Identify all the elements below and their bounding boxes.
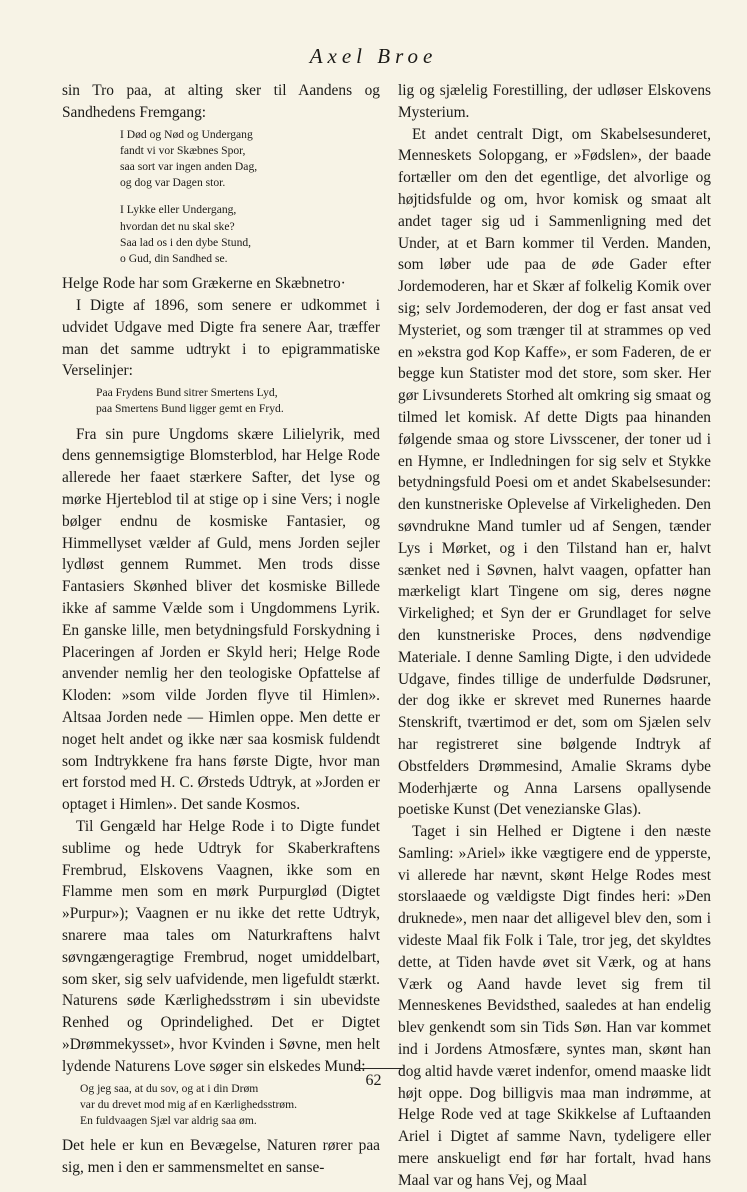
verse-line: fandt vi vor Skæbnes Spor, (120, 143, 246, 157)
verse-line: og dog var Dagen stor. (120, 176, 226, 190)
paragraph: Til Gengæld har Helge Rode i to Digte fundet sublime og hede Udtryk for Skaberkraftens Frembrud, Elskovens Vaagnen, ikke som en Flamme men som en mørk Purpurglød (Digtet »Purpur»); Vaagnen er nu ikke det rette Udtryk, snarere maa tales om Naturkraftens halvt søvngængeragtige Frembrud, noget umiddelbart, som sker, sig selv uafvidende, men ligefuldt stærkt. Naturens søde Kærlighedsstrøm i sin ubevidste Renhed og Oprindelighed. Det er Digtet »Drømmekysset», hvor Kvinden i Søvne, men helt lydende Naturens Love søger sin elskedes Mund: (62, 817, 380, 1075)
verse-line: Paa Frydens Bund sitrer Smertens Lyd, (96, 386, 278, 400)
right-column (398, 80, 711, 1192)
verse-line: var du drevet mod mig af en Kærlighedsstrøm. (80, 1097, 298, 1111)
paragraph: Taget i sin Helhed er Digtene i den næste Samling: »Ariel» ikke vægtigere end de ypperste, vi allerede har nævnt, skønt Helge Rodes mest storslaaede og vældigste Digt findes heri: »Den druknede», men naar det alligevel blev den, som i videste Maal fik Folk i Tale, tror jeg, det skyldtes dette, at Tiden havde øvet sit Værk, og at hans Værk og Aand havde levet sig frem til Menneskenes Bevidsthed, saaledes at han endelig blev genkendt som sin Tids Søn. Han var kommet ind i Jordens Atmosfære, syntes man, skønt han dog altid havde været indenfor, omend maaske lidt højt oppe. Dog billigvis maa man indrømme, at Helge Rode ved at tage Skikkelse af Luftaanden Ariel i Digtet af samme Navn, tydeligere eller mere anskueligt end før har fortalt, hvad hans Maal var og hans Vej, og Maal (398, 823, 711, 1189)
stanza-break (120, 191, 380, 202)
paragraph: sin Tro paa, at alting sker til Aandens og Sandhedens Fremgang: (62, 82, 380, 121)
verse-line: I Lykke eller Undergang, (120, 203, 237, 217)
paragraph: lig og sjælelig Forestilling, der udløser Elskovens Mysterium. (398, 82, 711, 121)
page-number: 62 (365, 1072, 382, 1089)
left-column (62, 80, 380, 1179)
verse-line: o Gud, din Sandhed se. (120, 252, 228, 266)
paragraph: Fra sin pure Ungdoms skære Lilielyrik, med dens gennemsigtige Blomsterblod, har Helge Rode allerede her faaet stærkere Safter, det lyse og mørke Hjerteblod til at stige op i sine Vers; i nogle bølger endnu de kosmiske Fantasier, og Himmellyset vælder af Guld, mens Jorden sejler lydløst gennem Rummet. Men trods disse Fantasiers Skønhed bliver det kosmiske Billede ikke af samme Vælde som i Ungdommens Lyrik. En ganske lille, men betydningsfuld Forskydning i Placeringen af Jorden er Skyld heri; Helge Rode anvender nemlig her den teologiske Opfattelse af Kloden: »som vilde Jorden flyve til Himlen». Altsaa Jorden nede — Himlen oppe. Men dette er noget helt andet og ikke nær saa kosmisk fuldendt som Indtrykkene fra hans første Digte, hvor man ert forstod med H. C. Ørsteds Udtryk, at »Jorden er optaget i Himlen». Det sande Kosmos. (62, 425, 380, 814)
poem-excerpt (62, 385, 380, 417)
footer-rule (354, 1068, 404, 1069)
verse-line: Saa lad os i den dybe Stund, (120, 235, 252, 249)
poem-excerpt (62, 127, 380, 268)
paragraph: I Digte af 1896, som senere er udkommet i udvidet Udgave med Digte fra senere Aar, træffer man det samme udtrykt i to epigrammatiske Verselinjer: (62, 297, 380, 380)
verse-line: paa Smertens Bund ligger gemt en Fryd. (96, 402, 284, 416)
verse-line: Og jeg saa, at du sov, og at i din Drøm (80, 1081, 259, 1095)
verse-line: saa sort var ingen anden Dag, (120, 160, 258, 173)
verse-line: En fuldvaagen Sjæl var aldrig saa øm. (80, 1113, 257, 1127)
paragraph: Helge Rode har som Grækerne en Skæbnetro· (62, 275, 346, 293)
verse-line: hvordan det nu skal ske? (120, 219, 235, 233)
paragraph: Et andet centralt Digt, om Skabelsesunderet, Menneskets Solopgang, er »Fødslen», der baade fortæller om den det egentlige, det alvorlige og højtidsfulde og om, hvor komisk og smaat alt andet tager sig ud i Sammenligning med det Under, at et Barn kommer til Verden. Manden, som løber ude paa de øde Gader efter Jordemoderen, har et Skær af folkelig Komik over sig; selv Jordemoderen, der dog er fast ansat ved Mysteriet, og som trænger til at strammes op ved en »ekstra god Kop Kaffe», er som Faderen, de er begge kun Statister mod det store, som sker. Her gør Livsunderets Storhed alt omkring sig smaat og tilmed let komisk. Af dette Digts paa hinanden følgende smaa og store Livsscener, der toner ud i en Hymne, er Indledningen for sig selv et Stykke betydningsfuld Poesi om et andet Skabelsesunder: den kunstneriske Oplevelse af Virkeligheden. Den søvndrukne Mand tumler ud af Sengen, tænder Lys i Mørket, og i den Tilstand han er, halvt sænket ned i Søvnen, halvt vaagen, opfatter han mærkeligt klart Tingene om sig, deres nøgne Virkelighed; et Syn der er Grundlaget for selve den kunstneriske Proces, dens nødvendige Materiale. I denne Samling Digte, i den udvidede Udgave, findes tillige de underfulde Dødsruner, der dog ikke er skrevet med Runernes haarde Stenskrift, tværtimod er det, som om Sjælen selv har registreret sine bølgende Indtryk af Obstfelders Drømmesind, Amalie Skrams dybe Moderhjærte og Anna Larsens opallysende poetiske Kunst (Det venezianske Glas). (398, 125, 711, 819)
verse-line: I Død og Nød og Undergang (120, 127, 253, 141)
paragraph: Det hele er kun en Bevægelse, Naturen rører paa sig, men i den er sammensmeltet en sanse- (62, 1137, 380, 1176)
running-header: Axel Broe (309, 44, 438, 68)
